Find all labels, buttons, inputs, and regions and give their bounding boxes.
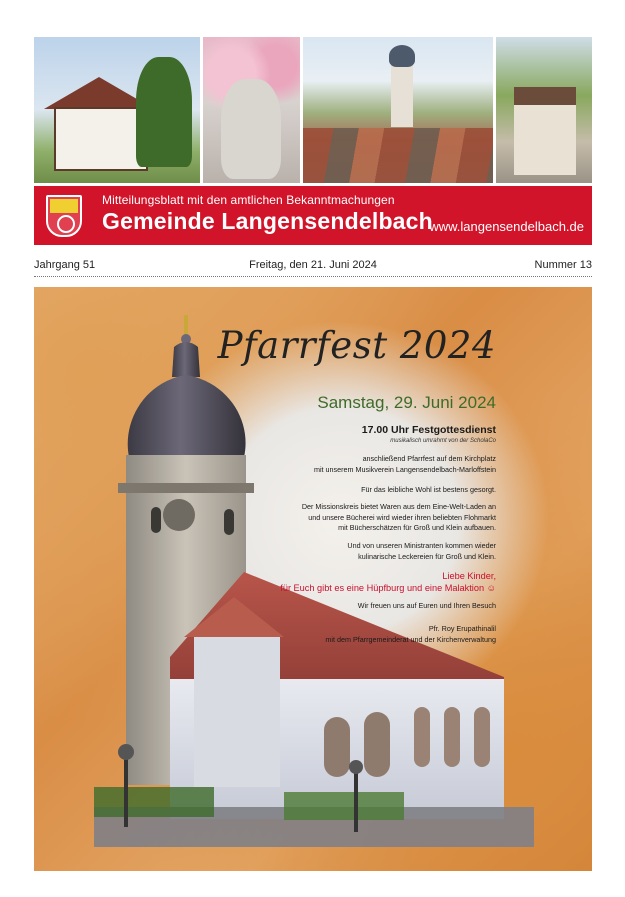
paragraph-market <box>236 502 496 534</box>
church-tower <box>391 57 413 127</box>
signature <box>236 624 496 645</box>
coat-of-arms-chief <box>50 199 78 213</box>
photo-village-church <box>303 37 493 183</box>
village-roofs <box>303 128 493 183</box>
paragraph-food <box>236 485 496 496</box>
poster-title: Pfarrfest 2024 <box>217 324 496 367</box>
photo-chapel <box>496 37 592 183</box>
statue <box>221 79 281 179</box>
paragraph-line: und unsere Bücherei wird wieder ihren beliebten Flohmarkt <box>308 512 496 522</box>
issue-date: Freitag, den 21. Juni 2024 <box>249 259 377 271</box>
paragraph-line: Der Missionskreis bietet Waren aus dem Eine-Welt-Laden an <box>301 502 496 511</box>
website-link[interactable]: www.langensendelbach.de <box>429 219 584 234</box>
coat-of-arms-charge <box>57 215 75 233</box>
paragraph-line: mit Bücherschätzen für Groß und Klein aufbauen. <box>338 523 496 532</box>
issue-info-line <box>34 259 592 277</box>
masthead-banner <box>34 186 592 245</box>
kids-line: für Euch gibt es eine Hüpfburg und eine Malaktion ☺ <box>280 583 496 593</box>
paragraph-line: kulinarische Leckereien für Groß und Klein. <box>358 551 496 561</box>
kids-line: Liebe Kinder, <box>442 571 496 581</box>
tree <box>136 57 192 167</box>
paragraph-line: mit unserem Musikverein Langensendelbach-Marloffstein <box>313 464 496 474</box>
photo-statue-blossoms <box>203 37 300 183</box>
masthead-subtitle: Mitteilungsblatt mit den amtlichen Bekanntmachungen <box>102 193 395 207</box>
house-body <box>54 107 148 171</box>
chapel <box>514 87 576 175</box>
kids-notice <box>196 570 496 594</box>
coat-of-arms-icon <box>46 195 82 237</box>
paragraph-line: anschließend Pfarrfest auf dem Kirchplatz <box>362 454 496 463</box>
mass-time: 17.00 Uhr Festgottesdienst <box>361 424 496 436</box>
paragraph-welcome <box>236 601 496 612</box>
issue-volume: Jahrgang 51 <box>34 259 96 271</box>
paragraph-festival <box>236 454 496 475</box>
header-photo-strip <box>34 37 592 183</box>
masthead-title: Gemeinde Langensendelbach <box>102 208 433 234</box>
pfarrfest-poster <box>34 287 592 871</box>
paragraph-line: Für das leibliche Wohl ist bestens gesorgt. <box>361 485 496 494</box>
paragraph-line: Wir freuen uns auf Euren und Ihren Besuch <box>357 601 496 610</box>
church-tower-cap <box>389 45 415 67</box>
mass-note: musikalisch umrahmt von der ScholaCo <box>390 438 496 444</box>
issue-number: Nummer 13 <box>534 259 592 271</box>
paragraph-line: Und von unseren Ministranten kommen wieder <box>347 541 496 550</box>
poster-date: Samstag, 29. Juni 2024 <box>317 393 496 412</box>
paragraph-ministrants <box>236 541 496 562</box>
signature-line: mit dem Pfarrgemeinderat und der Kirchenverwaltung <box>325 634 496 644</box>
signature-line: Pfr. Roy Erupathinalil <box>428 624 496 633</box>
photo-half-timbered-house <box>34 37 200 183</box>
